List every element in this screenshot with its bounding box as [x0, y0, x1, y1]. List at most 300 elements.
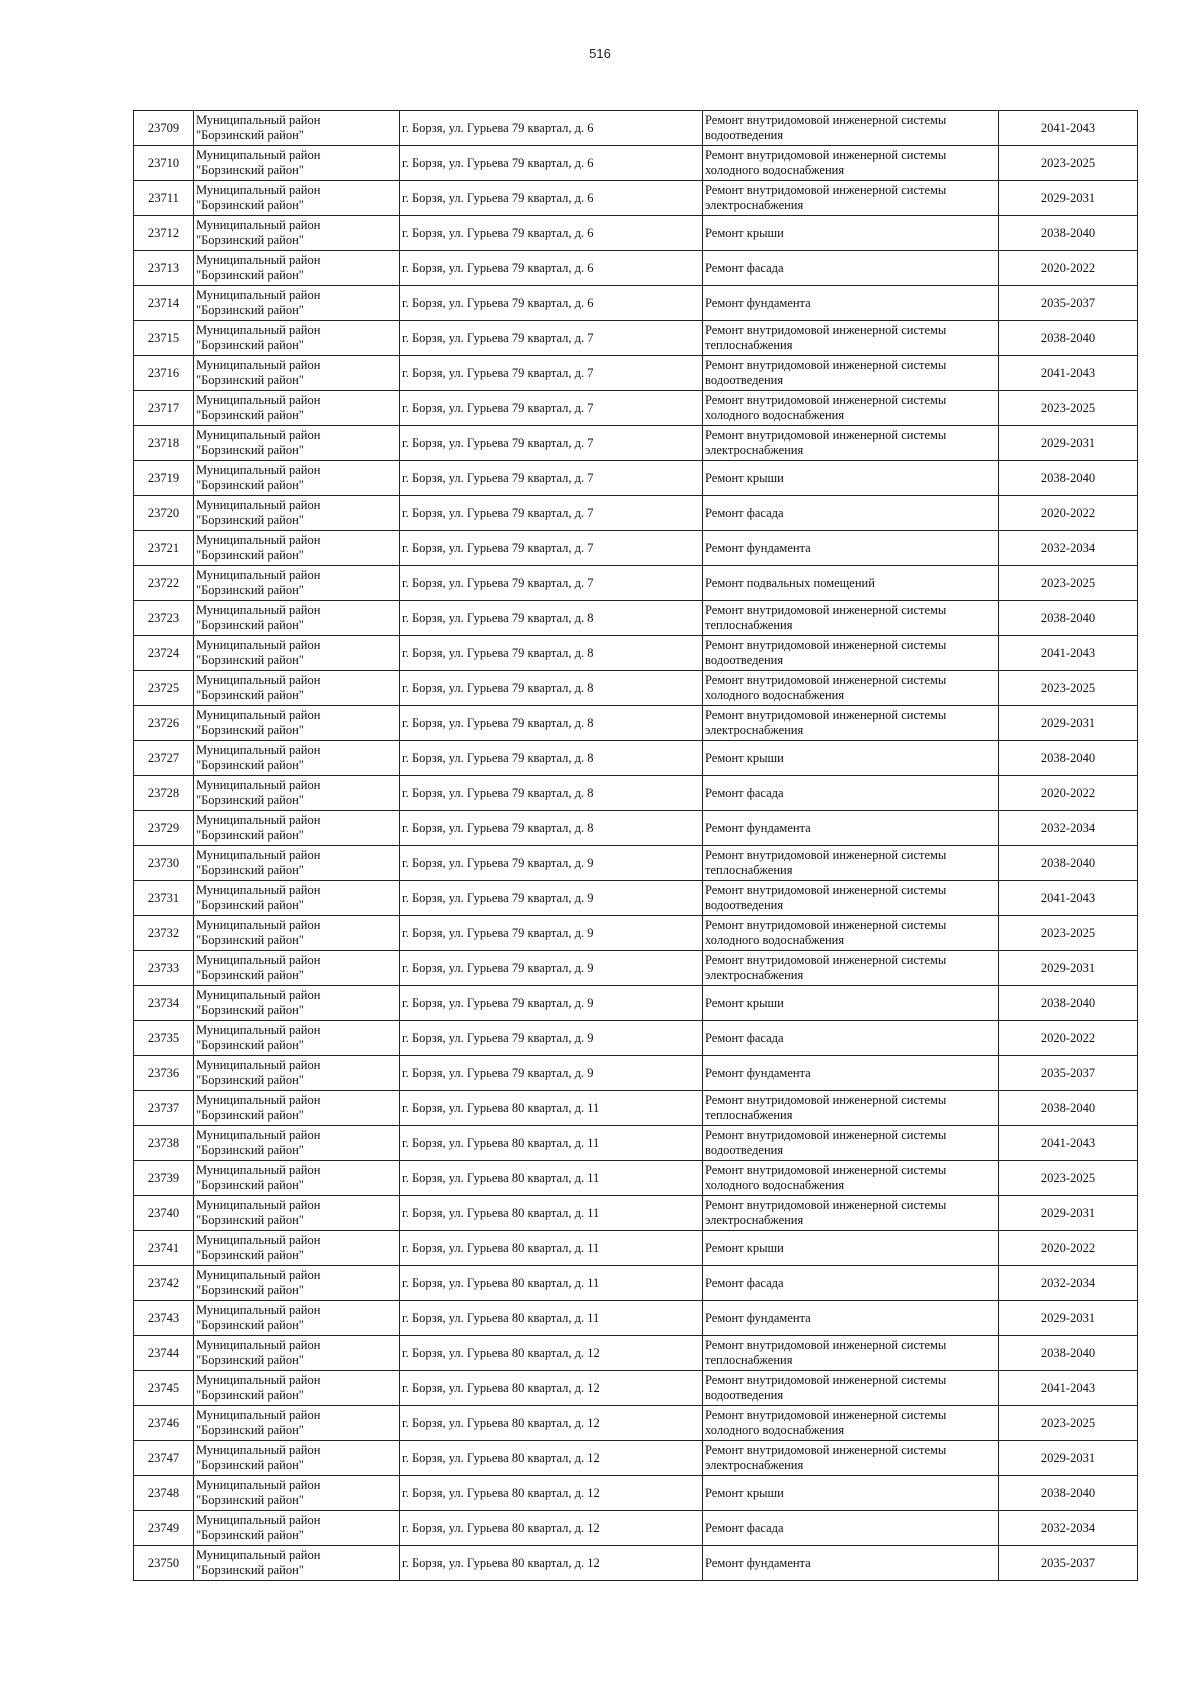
record-number-cell: 23726 — [134, 706, 194, 741]
municipality-line: "Борзинский район" — [196, 653, 304, 667]
municipality-line: "Борзинский район" — [196, 1458, 304, 1472]
work-type-cell — [703, 1511, 999, 1546]
work-type-line: Ремонт внутридомовой инженерной системы — [705, 393, 947, 407]
work-type-cell — [703, 461, 999, 496]
municipality-line: Муниципальный район — [196, 1338, 321, 1352]
work-type-cell — [703, 1056, 999, 1091]
work-type-cell — [703, 1196, 999, 1231]
work-type-line: Ремонт крыши — [705, 1240, 784, 1255]
municipality-line: "Борзинский район" — [196, 1073, 304, 1087]
table-row — [134, 111, 1138, 146]
planned-period-cell: 2023-2025 — [999, 916, 1138, 951]
table-row — [134, 286, 1138, 321]
work-type-cell — [703, 1301, 999, 1336]
address-cell: г. Борзя, ул. Гурьева 80 квартал, д. 12 — [400, 1476, 703, 1511]
planned-period-cell: 2029-2031 — [999, 1441, 1138, 1476]
municipality-line: "Борзинский район" — [196, 408, 304, 422]
municipality-cell — [194, 566, 400, 601]
record-number-cell: 23720 — [134, 496, 194, 531]
table-row — [134, 1301, 1138, 1336]
record-number-cell: 23746 — [134, 1406, 194, 1441]
work-type-line: Ремонт фасада — [705, 260, 784, 275]
record-number-cell: 23727 — [134, 741, 194, 776]
repair-schedule-table — [133, 110, 1138, 1581]
work-type-cell — [703, 1126, 999, 1161]
table-row — [134, 181, 1138, 216]
record-number-cell: 23734 — [134, 986, 194, 1021]
work-type-line: Ремонт внутридомовой инженерной системы — [705, 918, 947, 932]
work-type-cell — [703, 111, 999, 146]
municipality-line: Муниципальный район — [196, 1198, 321, 1212]
work-type-line: Ремонт подвальных помещений — [705, 575, 875, 590]
record-number-cell: 23742 — [134, 1266, 194, 1301]
municipality-line: Муниципальный район — [196, 778, 321, 792]
address-cell: г. Борзя, ул. Гурьева 79 квартал, д. 9 — [400, 1021, 703, 1056]
municipality-line: Муниципальный район — [196, 463, 321, 477]
page-number: 516 — [589, 46, 611, 61]
work-type-line: Ремонт внутридомовой инженерной системы — [705, 848, 947, 862]
municipality-line: Муниципальный район — [196, 428, 321, 442]
table-row — [134, 741, 1138, 776]
work-type-cell — [703, 1336, 999, 1371]
work-type-line: электроснабжения — [705, 1213, 804, 1227]
work-type-line: водоотведения — [705, 1143, 784, 1157]
municipality-line: "Борзинский район" — [196, 303, 304, 317]
address-cell: г. Борзя, ул. Гурьева 79 квартал, д. 6 — [400, 216, 703, 251]
work-type-line: Ремонт крыши — [705, 1485, 784, 1500]
table-row — [134, 1336, 1138, 1371]
address-cell: г. Борзя, ул. Гурьева 80 квартал, д. 12 — [400, 1511, 703, 1546]
municipality-cell — [194, 1511, 400, 1546]
work-type-line: Ремонт фасада — [705, 1030, 784, 1045]
address-cell: г. Борзя, ул. Гурьева 80 квартал, д. 11 — [400, 1161, 703, 1196]
address-cell: г. Борзя, ул. Гурьева 79 квартал, д. 9 — [400, 846, 703, 881]
table-row — [134, 601, 1138, 636]
address-cell: г. Борзя, ул. Гурьева 79 квартал, д. 8 — [400, 636, 703, 671]
work-type-cell — [703, 181, 999, 216]
work-type-line: Ремонт внутридомовой инженерной системы — [705, 708, 947, 722]
municipality-cell — [194, 286, 400, 321]
address-cell: г. Борзя, ул. Гурьева 79 квартал, д. 6 — [400, 146, 703, 181]
work-type-cell — [703, 1546, 999, 1581]
address-cell: г. Борзя, ул. Гурьева 79 квартал, д. 9 — [400, 916, 703, 951]
address-cell: г. Борзя, ул. Гурьева 80 квартал, д. 12 — [400, 1441, 703, 1476]
municipality-line: "Борзинский район" — [196, 758, 304, 772]
work-type-line: Ремонт внутридомовой инженерной системы — [705, 428, 947, 442]
municipality-line: Муниципальный район — [196, 288, 321, 302]
planned-period-cell: 2023-2025 — [999, 671, 1138, 706]
municipality-line: Муниципальный район — [196, 603, 321, 617]
work-type-line: Ремонт крыши — [705, 225, 784, 240]
work-type-line: теплоснабжения — [705, 618, 793, 632]
municipality-cell — [194, 951, 400, 986]
municipality-cell — [194, 776, 400, 811]
municipality-cell — [194, 671, 400, 706]
municipality-cell — [194, 461, 400, 496]
municipality-line: "Борзинский район" — [196, 1423, 304, 1437]
work-type-cell — [703, 881, 999, 916]
work-type-cell — [703, 1266, 999, 1301]
work-type-line: Ремонт внутридомовой инженерной системы — [705, 673, 947, 687]
planned-period-cell: 2029-2031 — [999, 1196, 1138, 1231]
municipality-cell — [194, 146, 400, 181]
table-row — [134, 811, 1138, 846]
record-number-cell: 23725 — [134, 671, 194, 706]
work-type-line: Ремонт внутридомовой инженерной системы — [705, 1338, 947, 1352]
municipality-cell — [194, 706, 400, 741]
table-row — [134, 356, 1138, 391]
work-type-cell — [703, 216, 999, 251]
municipality-line: Муниципальный район — [196, 113, 321, 127]
address-cell: г. Борзя, ул. Гурьева 80 квартал, д. 11 — [400, 1091, 703, 1126]
work-type-cell — [703, 496, 999, 531]
table-row — [134, 986, 1138, 1021]
municipality-line: "Борзинский район" — [196, 863, 304, 877]
work-type-line: электроснабжения — [705, 198, 804, 212]
work-type-cell — [703, 286, 999, 321]
municipality-cell — [194, 1196, 400, 1231]
work-type-line: Ремонт внутридомовой инженерной системы — [705, 603, 947, 617]
planned-period-cell: 2032-2034 — [999, 1266, 1138, 1301]
planned-period-cell: 2035-2037 — [999, 286, 1138, 321]
table-row — [134, 706, 1138, 741]
planned-period-cell: 2041-2043 — [999, 636, 1138, 671]
table-row — [134, 636, 1138, 671]
municipality-line: Муниципальный район — [196, 323, 321, 337]
address-cell: г. Борзя, ул. Гурьева 79 квартал, д. 6 — [400, 111, 703, 146]
table-row — [134, 1021, 1138, 1056]
record-number-cell: 23728 — [134, 776, 194, 811]
record-number-cell: 23750 — [134, 1546, 194, 1581]
record-number-cell: 23714 — [134, 286, 194, 321]
address-cell: г. Борзя, ул. Гурьева 79 квартал, д. 7 — [400, 321, 703, 356]
planned-period-cell: 2023-2025 — [999, 1161, 1138, 1196]
work-type-line: Ремонт внутридомовой инженерной системы — [705, 883, 947, 897]
work-type-line: Ремонт фундамента — [705, 295, 811, 310]
table-row — [134, 916, 1138, 951]
work-type-line: Ремонт внутридомовой инженерной системы — [705, 1163, 947, 1177]
municipality-line: "Борзинский район" — [196, 828, 304, 842]
work-type-line: Ремонт фасада — [705, 1520, 784, 1535]
record-number-cell: 23710 — [134, 146, 194, 181]
municipality-line: Муниципальный район — [196, 1093, 321, 1107]
work-type-line: водоотведения — [705, 1388, 784, 1402]
municipality-line: Муниципальный район — [196, 1478, 321, 1492]
work-type-line: Ремонт фундамента — [705, 1555, 811, 1570]
planned-period-cell: 2020-2022 — [999, 776, 1138, 811]
municipality-line: "Борзинский район" — [196, 618, 304, 632]
planned-period-cell: 2038-2040 — [999, 1336, 1138, 1371]
planned-period-cell: 2023-2025 — [999, 1406, 1138, 1441]
record-number-cell: 23723 — [134, 601, 194, 636]
table-row — [134, 216, 1138, 251]
work-type-line: Ремонт внутридомовой инженерной системы — [705, 1443, 947, 1457]
table-row — [134, 671, 1138, 706]
municipality-cell — [194, 1056, 400, 1091]
work-type-line: Ремонт крыши — [705, 470, 784, 485]
municipality-line: "Борзинский район" — [196, 478, 304, 492]
planned-period-cell: 2041-2043 — [999, 1371, 1138, 1406]
record-number-cell: 23730 — [134, 846, 194, 881]
work-type-cell — [703, 566, 999, 601]
municipality-line: "Борзинский район" — [196, 1353, 304, 1367]
work-type-line: Ремонт фасада — [705, 1275, 784, 1290]
municipality-cell — [194, 1231, 400, 1266]
work-type-line: теплоснабжения — [705, 863, 793, 877]
work-type-cell — [703, 1231, 999, 1266]
planned-period-cell: 2020-2022 — [999, 251, 1138, 286]
municipality-line: "Борзинский район" — [196, 1493, 304, 1507]
municipality-cell — [194, 1546, 400, 1581]
municipality-line: Муниципальный район — [196, 498, 321, 512]
address-cell: г. Борзя, ул. Гурьева 79 квартал, д. 7 — [400, 391, 703, 426]
table-row — [134, 461, 1138, 496]
municipality-line: "Борзинский район" — [196, 1038, 304, 1052]
municipality-cell — [194, 741, 400, 776]
municipality-line: "Борзинский район" — [196, 1178, 304, 1192]
work-type-line: холодного водоснабжения — [705, 688, 845, 702]
planned-period-cell: 2041-2043 — [999, 111, 1138, 146]
work-type-cell — [703, 1476, 999, 1511]
municipality-cell — [194, 601, 400, 636]
work-type-line: Ремонт внутридомовой инженерной системы — [705, 1128, 947, 1142]
work-type-cell — [703, 776, 999, 811]
work-type-cell — [703, 1021, 999, 1056]
work-type-cell — [703, 1161, 999, 1196]
work-type-line: Ремонт крыши — [705, 995, 784, 1010]
municipality-cell — [194, 846, 400, 881]
municipality-line: "Борзинский район" — [196, 198, 304, 212]
planned-period-cell: 2038-2040 — [999, 1476, 1138, 1511]
table-row — [134, 1196, 1138, 1231]
planned-period-cell: 2035-2037 — [999, 1056, 1138, 1091]
work-type-line: Ремонт фундамента — [705, 1310, 811, 1325]
work-type-line: водоотведения — [705, 373, 784, 387]
work-type-line: Ремонт внутридомовой инженерной системы — [705, 953, 947, 967]
municipality-cell — [194, 1336, 400, 1371]
address-cell: г. Борзя, ул. Гурьева 80 квартал, д. 11 — [400, 1231, 703, 1266]
municipality-line: "Борзинский район" — [196, 1388, 304, 1402]
address-cell: г. Борзя, ул. Гурьева 79 квартал, д. 8 — [400, 811, 703, 846]
municipality-line: Муниципальный район — [196, 1303, 321, 1317]
address-cell: г. Борзя, ул. Гурьева 79 квартал, д. 7 — [400, 356, 703, 391]
address-cell: г. Борзя, ул. Гурьева 79 квартал, д. 8 — [400, 776, 703, 811]
record-number-cell: 23748 — [134, 1476, 194, 1511]
municipality-line: Муниципальный район — [196, 1023, 321, 1037]
address-cell: г. Борзя, ул. Гурьева 80 квартал, д. 11 — [400, 1266, 703, 1301]
address-cell: г. Борзя, ул. Гурьева 79 квартал, д. 9 — [400, 951, 703, 986]
municipality-cell — [194, 916, 400, 951]
work-type-line: Ремонт внутридомовой инженерной системы — [705, 638, 947, 652]
municipality-line: "Борзинский район" — [196, 1143, 304, 1157]
planned-period-cell: 2032-2034 — [999, 811, 1138, 846]
work-type-line: Ремонт фундамента — [705, 540, 811, 555]
municipality-line: Муниципальный район — [196, 568, 321, 582]
municipality-line: "Борзинский район" — [196, 688, 304, 702]
address-cell: г. Борзя, ул. Гурьева 79 квартал, д. 7 — [400, 461, 703, 496]
municipality-cell — [194, 1266, 400, 1301]
municipality-line: "Борзинский район" — [196, 583, 304, 597]
record-number-cell: 23721 — [134, 531, 194, 566]
municipality-cell — [194, 181, 400, 216]
work-type-cell — [703, 1371, 999, 1406]
address-cell: г. Борзя, ул. Гурьева 79 квартал, д. 7 — [400, 496, 703, 531]
planned-period-cell: 2038-2040 — [999, 216, 1138, 251]
municipality-line: "Борзинский район" — [196, 233, 304, 247]
planned-period-cell: 2029-2031 — [999, 706, 1138, 741]
record-number-cell: 23736 — [134, 1056, 194, 1091]
municipality-cell — [194, 356, 400, 391]
work-type-line: теплоснабжения — [705, 1353, 793, 1367]
table-row — [134, 776, 1138, 811]
address-cell: г. Борзя, ул. Гурьева 80 квартал, д. 12 — [400, 1406, 703, 1441]
planned-period-cell: 2029-2031 — [999, 1301, 1138, 1336]
work-type-line: электроснабжения — [705, 1458, 804, 1472]
municipality-line: Муниципальный район — [196, 393, 321, 407]
work-type-cell — [703, 356, 999, 391]
work-type-line: Ремонт внутридомовой инженерной системы — [705, 323, 947, 337]
address-cell: г. Борзя, ул. Гурьева 79 квартал, д. 7 — [400, 531, 703, 566]
municipality-line: Муниципальный район — [196, 638, 321, 652]
record-number-cell: 23732 — [134, 916, 194, 951]
table-row — [134, 146, 1138, 181]
address-cell: г. Борзя, ул. Гурьева 79 квартал, д. 7 — [400, 566, 703, 601]
municipality-line: Муниципальный район — [196, 918, 321, 932]
municipality-line: "Борзинский район" — [196, 548, 304, 562]
municipality-cell — [194, 216, 400, 251]
municipality-line: Муниципальный район — [196, 883, 321, 897]
address-cell: г. Борзя, ул. Гурьева 79 квартал, д. 6 — [400, 286, 703, 321]
municipality-line: "Борзинский район" — [196, 128, 304, 142]
work-type-line: холодного водоснабжения — [705, 408, 845, 422]
address-cell: г. Борзя, ул. Гурьева 79 квартал, д. 6 — [400, 251, 703, 286]
work-type-line: Ремонт фасада — [705, 505, 784, 520]
address-cell: г. Борзя, ул. Гурьева 79 квартал, д. 9 — [400, 986, 703, 1021]
municipality-line: Муниципальный район — [196, 358, 321, 372]
planned-period-cell: 2038-2040 — [999, 741, 1138, 776]
work-type-line: электроснабжения — [705, 443, 804, 457]
work-type-line: водоотведения — [705, 653, 784, 667]
record-number-cell: 23749 — [134, 1511, 194, 1546]
municipality-line: Муниципальный район — [196, 1058, 321, 1072]
table-row — [134, 1476, 1138, 1511]
work-type-cell — [703, 671, 999, 706]
municipality-line: Муниципальный район — [196, 1233, 321, 1247]
planned-period-cell: 2032-2034 — [999, 1511, 1138, 1546]
municipality-cell — [194, 1161, 400, 1196]
work-type-cell — [703, 1406, 999, 1441]
municipality-cell — [194, 321, 400, 356]
work-type-cell — [703, 986, 999, 1021]
municipality-cell — [194, 1301, 400, 1336]
work-type-cell — [703, 531, 999, 566]
work-type-line: Ремонт внутридомовой инженерной системы — [705, 1198, 947, 1212]
table-row — [134, 1371, 1138, 1406]
record-number-cell: 23712 — [134, 216, 194, 251]
table-row — [134, 1126, 1138, 1161]
record-number-cell: 23709 — [134, 111, 194, 146]
address-cell: г. Борзя, ул. Гурьева 79 квартал, д. 9 — [400, 881, 703, 916]
record-number-cell: 23733 — [134, 951, 194, 986]
work-type-line: электроснабжения — [705, 723, 804, 737]
municipality-line: Муниципальный район — [196, 743, 321, 757]
work-type-line: электроснабжения — [705, 968, 804, 982]
record-number-cell: 23717 — [134, 391, 194, 426]
planned-period-cell: 2032-2034 — [999, 531, 1138, 566]
work-type-line: Ремонт внутридомовой инженерной системы — [705, 358, 947, 372]
work-type-cell — [703, 741, 999, 776]
table-row — [134, 391, 1138, 426]
address-cell: г. Борзя, ул. Гурьева 79 квартал, д. 8 — [400, 741, 703, 776]
municipality-cell — [194, 251, 400, 286]
municipality-line: "Борзинский район" — [196, 1108, 304, 1122]
municipality-line: "Борзинский район" — [196, 793, 304, 807]
record-number-cell: 23713 — [134, 251, 194, 286]
municipality-line: Муниципальный район — [196, 533, 321, 547]
record-number-cell: 23716 — [134, 356, 194, 391]
table-row — [134, 1161, 1138, 1196]
address-cell: г. Борзя, ул. Гурьева 80 квартал, д. 11 — [400, 1126, 703, 1161]
work-type-line: Ремонт крыши — [705, 750, 784, 765]
table-row — [134, 496, 1138, 531]
record-number-cell: 23741 — [134, 1231, 194, 1266]
planned-period-cell: 2038-2040 — [999, 461, 1138, 496]
table-body — [134, 111, 1138, 1581]
record-number-cell: 23711 — [134, 181, 194, 216]
table-row — [134, 1441, 1138, 1476]
municipality-line: "Борзинский район" — [196, 1528, 304, 1542]
municipality-cell — [194, 1021, 400, 1056]
record-number-cell: 23718 — [134, 426, 194, 461]
address-cell: г. Борзя, ул. Гурьева 80 квартал, д. 11 — [400, 1301, 703, 1336]
planned-period-cell: 2038-2040 — [999, 846, 1138, 881]
planned-period-cell: 2023-2025 — [999, 146, 1138, 181]
table-row — [134, 1511, 1138, 1546]
municipality-line: Муниципальный район — [196, 148, 321, 162]
municipality-cell — [194, 496, 400, 531]
work-type-cell — [703, 846, 999, 881]
work-type-cell — [703, 811, 999, 846]
municipality-line: "Борзинский район" — [196, 1248, 304, 1262]
record-number-cell: 23731 — [134, 881, 194, 916]
record-number-cell: 23745 — [134, 1371, 194, 1406]
record-number-cell: 23740 — [134, 1196, 194, 1231]
work-type-cell — [703, 1441, 999, 1476]
table-row — [134, 846, 1138, 881]
work-type-cell — [703, 706, 999, 741]
address-cell: г. Борзя, ул. Гурьева 80 квартал, д. 11 — [400, 1196, 703, 1231]
work-type-cell — [703, 1091, 999, 1126]
municipality-line: "Борзинский район" — [196, 268, 304, 282]
municipality-line: "Борзинский район" — [196, 338, 304, 352]
work-type-line: холодного водоснабжения — [705, 933, 845, 947]
work-type-line: Ремонт фундамента — [705, 1065, 811, 1080]
work-type-line: водоотведения — [705, 898, 784, 912]
municipality-line: "Борзинский район" — [196, 513, 304, 527]
work-type-line: Ремонт внутридомовой инженерной системы — [705, 1093, 947, 1107]
planned-period-cell: 2041-2043 — [999, 356, 1138, 391]
record-number-cell: 23739 — [134, 1161, 194, 1196]
address-cell: г. Борзя, ул. Гурьева 79 квартал, д. 7 — [400, 426, 703, 461]
work-type-cell — [703, 636, 999, 671]
work-type-line: холодного водоснабжения — [705, 1423, 845, 1437]
municipality-cell — [194, 811, 400, 846]
table-row — [134, 566, 1138, 601]
address-cell: г. Борзя, ул. Гурьева 80 квартал, д. 12 — [400, 1546, 703, 1581]
municipality-line: Муниципальный район — [196, 988, 321, 1002]
municipality-cell — [194, 1406, 400, 1441]
table-row — [134, 1091, 1138, 1126]
